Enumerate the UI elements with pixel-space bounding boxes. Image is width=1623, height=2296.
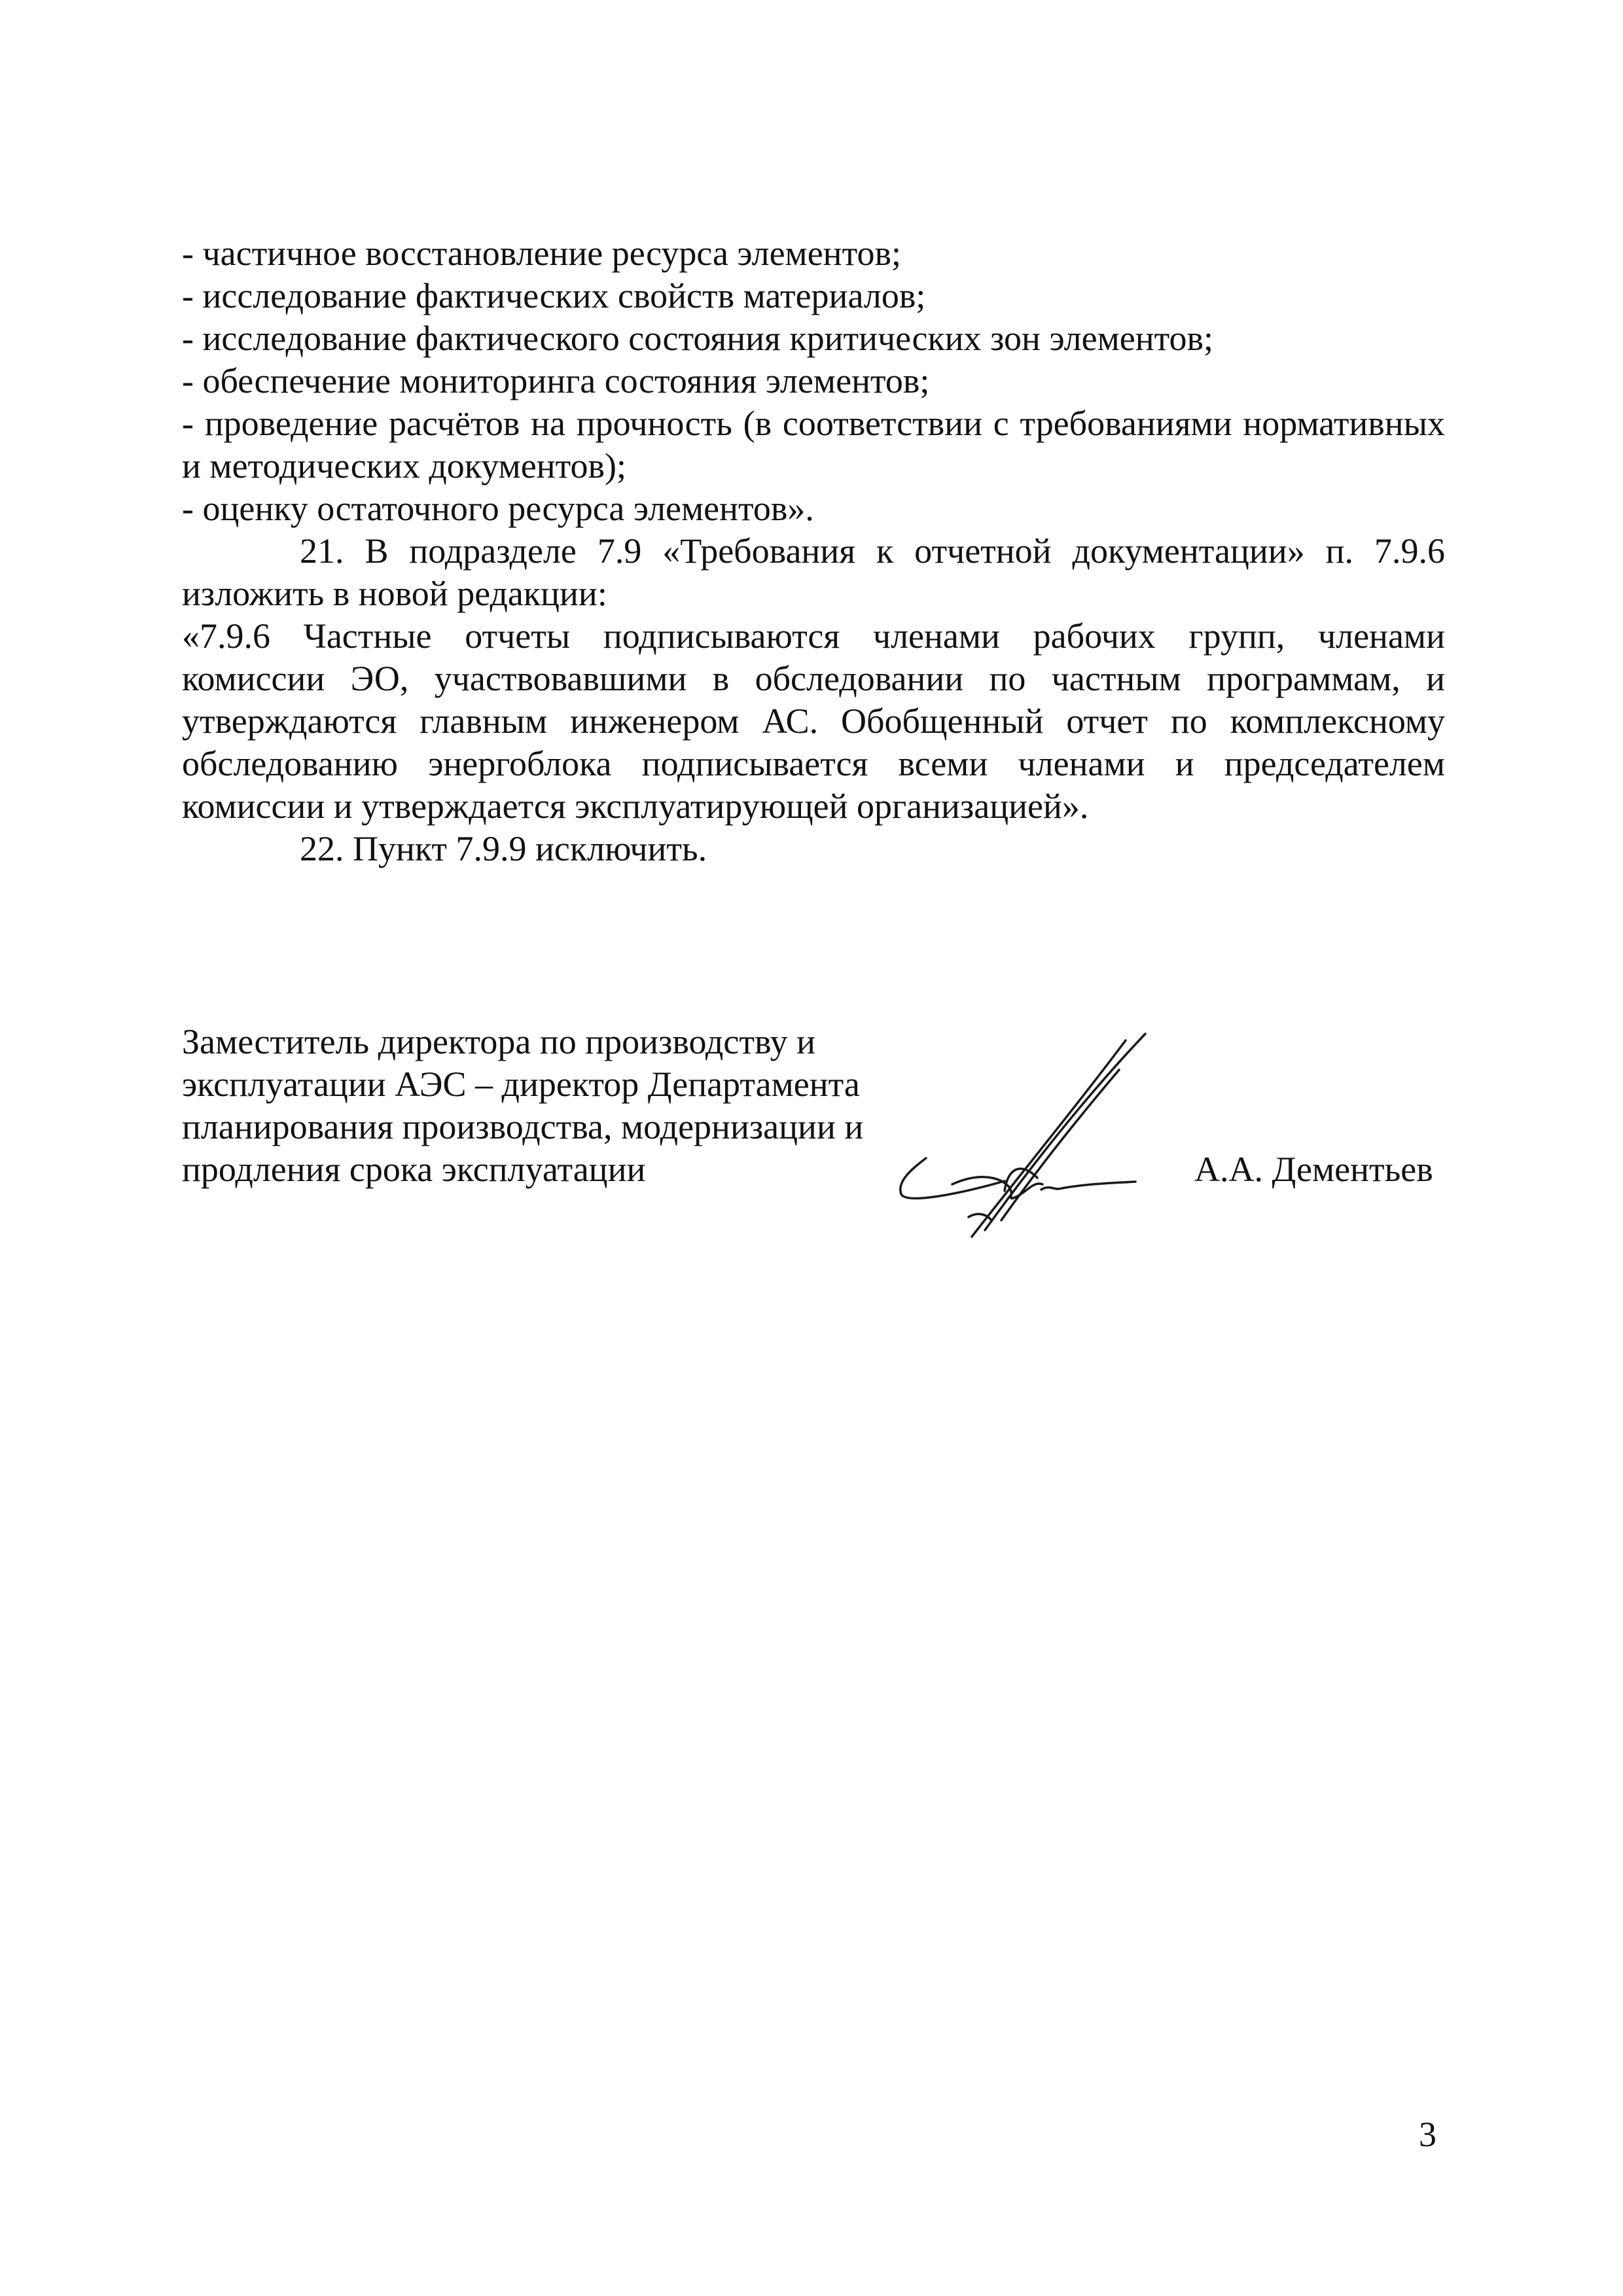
- item-21-line1: 21. В подразделе 7.9 «Требования к отчетной документации» п. 7.9.6: [300, 531, 1445, 571]
- quote-7-9-6-line2: комиссии ЭО, участвовавшими в обследовании по частным программам, и: [182, 659, 1445, 698]
- position-line: эксплуатации АЭС – директор Департамента: [182, 1065, 860, 1104]
- list-item: - исследование фактического состояния критических зон элементов;: [182, 319, 1213, 358]
- list-item: - частичное восстановление ресурса элементов;: [182, 234, 901, 273]
- quote-7-9-6-line5: комиссии и утверждается эксплуатирующей организацией».: [182, 786, 1089, 826]
- quote-7-9-6-line1: «7.9.6 Частные отчеты подписываются членами рабочих групп, членами: [182, 616, 1445, 656]
- position-line: Заместитель директора по производству и: [182, 1022, 816, 1061]
- quote-7-9-6-line4: обследованию энергоблока подписывается всеми членами и председателем: [182, 744, 1445, 783]
- item-22: 22. Пункт 7.9.9 исключить.: [300, 829, 707, 868]
- list-item: - обеспечение мониторинга состояния элементов;: [182, 361, 930, 400]
- handwritten-signature: [887, 1021, 1201, 1256]
- signer-name: А.А. Дементьев: [1194, 1150, 1433, 1189]
- signatory-position: [182, 1021, 902, 1191]
- list-item-strength-calc-line2: и методических документов);: [182, 446, 626, 486]
- list-item-strength-calc-line1: - проведение расчётов на прочность (в соответствии с требованиями нормативных: [182, 404, 1445, 443]
- list-item-residual-resource: - оценку остаточного ресурса элементов».: [182, 489, 814, 528]
- document-body: [182, 232, 1445, 870]
- quote-7-9-6-line3: утверждаются главным инженером АС. Обобщенный отчет по комплексному: [182, 701, 1445, 741]
- page-number: 3: [1419, 2115, 1436, 2154]
- item-21-line2: изложить в новой редакции:: [182, 574, 607, 613]
- position-line: продления срока эксплуатации: [182, 1150, 646, 1189]
- list-item: - исследование фактических свойств материалов;: [182, 276, 926, 315]
- position-line: планирования производства, модернизации и: [182, 1107, 864, 1146]
